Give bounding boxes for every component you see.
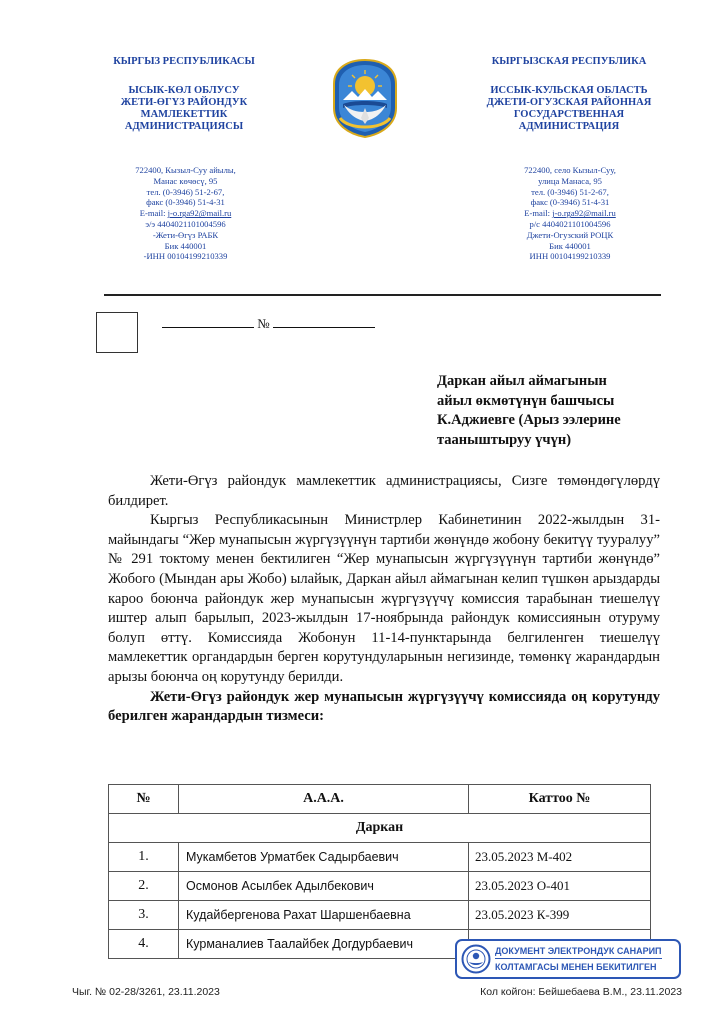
e-signature-emblem-icon: [461, 944, 491, 974]
org-line: МАМЛЕКЕТТИК: [140, 109, 228, 120]
number-blank: [273, 315, 375, 328]
address-block-ru: [480, 165, 660, 262]
column-header-name: А.А.А.: [179, 785, 469, 814]
bank-line: Бик 440001: [549, 240, 591, 251]
address-line: Манас көчөсү, 95: [153, 175, 218, 186]
bank-line: -ИНН 00104199210339: [143, 251, 228, 262]
address-line: 722400, Кызыл-Суу айылы,: [135, 165, 236, 175]
country-name-kg: КЫРГЫЗ РЕСПУБЛИКАСЫ: [113, 56, 255, 67]
address-line: улица Манаса, 95: [538, 175, 602, 186]
email-label: E-mail:: [524, 208, 553, 219]
bank-line: -Жети-Өгүз РАБК: [152, 229, 219, 240]
header-left: [70, 56, 298, 133]
address-line: тел. (0-3946) 51-2-67,: [146, 186, 225, 197]
email-line: [98, 208, 273, 219]
org-line: ГОСУДАРСТВЕННАЯ: [513, 109, 625, 120]
table-header-row: [109, 785, 651, 814]
column-header-registration: Каттоо №: [469, 785, 651, 814]
header-right: [446, 56, 692, 133]
e-signature-stamp: [455, 939, 681, 979]
addressee-line: айыл өкмөтүнүн башчысы: [437, 392, 615, 409]
signed-by: Кол койгон: Бейшебаева В.М., 23.11.2023: [480, 986, 682, 998]
org-line: АДМИНИСТРАЦИЯ: [518, 121, 620, 132]
row-name: Курманалиев Таалайбек Догдурбаевич: [179, 930, 469, 959]
row-registration: 23.05.2023 М-402: [469, 843, 651, 872]
group-label: Даркан: [109, 814, 651, 843]
e-signature-line-1: ДОКУМЕНТ ЭЛЕКТРОНДУК САНАРИП: [495, 945, 662, 959]
row-number: 3.: [109, 901, 179, 930]
e-signature-text: [495, 945, 662, 973]
address-line: факс (0-3946) 51-4-31: [146, 197, 225, 208]
table-row: [109, 901, 651, 930]
table-group-row: [109, 814, 651, 843]
body-paragraph: Кыргыз Республикасынын Министрлер Кабинетинин 2022-жылдын 31-майындагы “Жер мунапысын жүргүзүүнүн тартиби жөнүндө жобону бекитүү тууралуу” № 291 токтому менен бектилиген “Жер мунапысын жүргүзүүнүн тартиби жөнүндө” Жобого (Мындан ары Жобо) ылайык, Даркан айыл аймагынан келип түшкөн арыздарды карoo боюнча райондук жер мунапысын жүргүзүүчү комиссия тарабынан тиешелүү иштер алып барылып, 2023-жылдын 17-ноябрында райондук комиссиянын отуруму болуп өттү. Комиссияда Жобонун 11-14-пунктарында белгиленген тиешелүү мамлекеттик органдардын берген корутундуларынын негизинде, төмөнкү жарандардын арызы боюнча оң корутунду берилди.: [108, 512, 660, 685]
table-row: [109, 872, 651, 901]
date-blank: [162, 315, 254, 328]
body-paragraph: Жети-Өгүз райондук мамлекеттик администрациясы, Сизге төмөндөгүлөрдү билдирет.: [108, 473, 660, 509]
row-number: 1.: [109, 843, 179, 872]
row-registration: 23.05.2023 К-399: [469, 901, 651, 930]
email-link[interactable]: j-o.rga92@mail.ru: [552, 208, 616, 219]
registration-number-line: [162, 315, 375, 332]
letter-body: [108, 472, 660, 727]
column-header-number: №: [109, 785, 179, 814]
address-line: тел. (0-3946) 51-2-67,: [531, 186, 609, 197]
address-line: факс (0-3946) 51-4-31: [530, 197, 610, 208]
row-registration: 23.05.2023 О-401: [469, 872, 651, 901]
org-line: ИССЫК-КУЛЬСКАЯ ОБЛАСТЬ: [490, 85, 648, 96]
email-label: E-mail:: [139, 208, 168, 219]
addressee-line: К.Аджиевге (Арыз ээлерине: [437, 412, 621, 428]
email-line: [480, 208, 660, 219]
row-name: Осмонов Асылбек Адылбекович: [179, 872, 469, 901]
address-block-kg: [98, 165, 273, 262]
addressee-line: Даркан айыл аймагынын: [437, 373, 607, 389]
e-signature-line-2: КОЛТАМГАСЫ МЕНЕН БЕКИТИЛГЕН: [495, 962, 657, 972]
state-emblem-icon: [330, 58, 400, 138]
org-line: АДМИНИСТРАЦИЯСЫ: [124, 121, 244, 132]
bank-line: р/с 4404021101004596: [529, 218, 611, 229]
list-title: Жети-Өгүз райондук жер мунапысын жүргүзүүчү комиссияда оң корутунду берилген жарандардын тизмеси:: [108, 688, 660, 725]
bank-line: Бик 440001: [164, 240, 207, 251]
org-line: ЖЕТИ-ӨГҮЗ РАЙОНДУК: [120, 97, 248, 108]
row-number: 4.: [109, 930, 179, 959]
address-line: 722400, село Кызыл-Суу,: [524, 165, 616, 175]
country-name-ru: КЫРГЫЗСКАЯ РЕСПУБЛИКА: [491, 56, 647, 67]
org-line: ДЖЕТИ-ОГУЗСКАЯ РАЙОННАЯ: [486, 97, 652, 108]
email-link[interactable]: j-o.rga92@mail.ru: [167, 208, 232, 219]
row-number: 2.: [109, 872, 179, 901]
registration-stamp-box: [96, 312, 138, 353]
org-line: ЫСЫК-КӨЛ ОБЛУСУ: [128, 85, 240, 96]
number-sign: №: [257, 316, 270, 331]
citizens-table: [108, 784, 651, 959]
addressee-block: [437, 372, 667, 450]
addressee-line: тааныштыруу үчүн): [437, 431, 572, 448]
bank-line: ИНН 00104199210339: [529, 251, 611, 262]
table-row: [109, 843, 651, 872]
row-name: Кудайбергенова Рахат Шаршенбаевна: [179, 901, 469, 930]
bank-line: Джети-Огузский РОЦК: [526, 229, 614, 240]
header-divider: [104, 294, 661, 296]
bank-line: э/э 4404021101004596: [145, 218, 226, 229]
outgoing-number: Чыг. № 02-28/3261, 23.11.2023: [72, 986, 220, 998]
row-name: Мукамбетов Урматбек Садырбаевич: [179, 843, 469, 872]
